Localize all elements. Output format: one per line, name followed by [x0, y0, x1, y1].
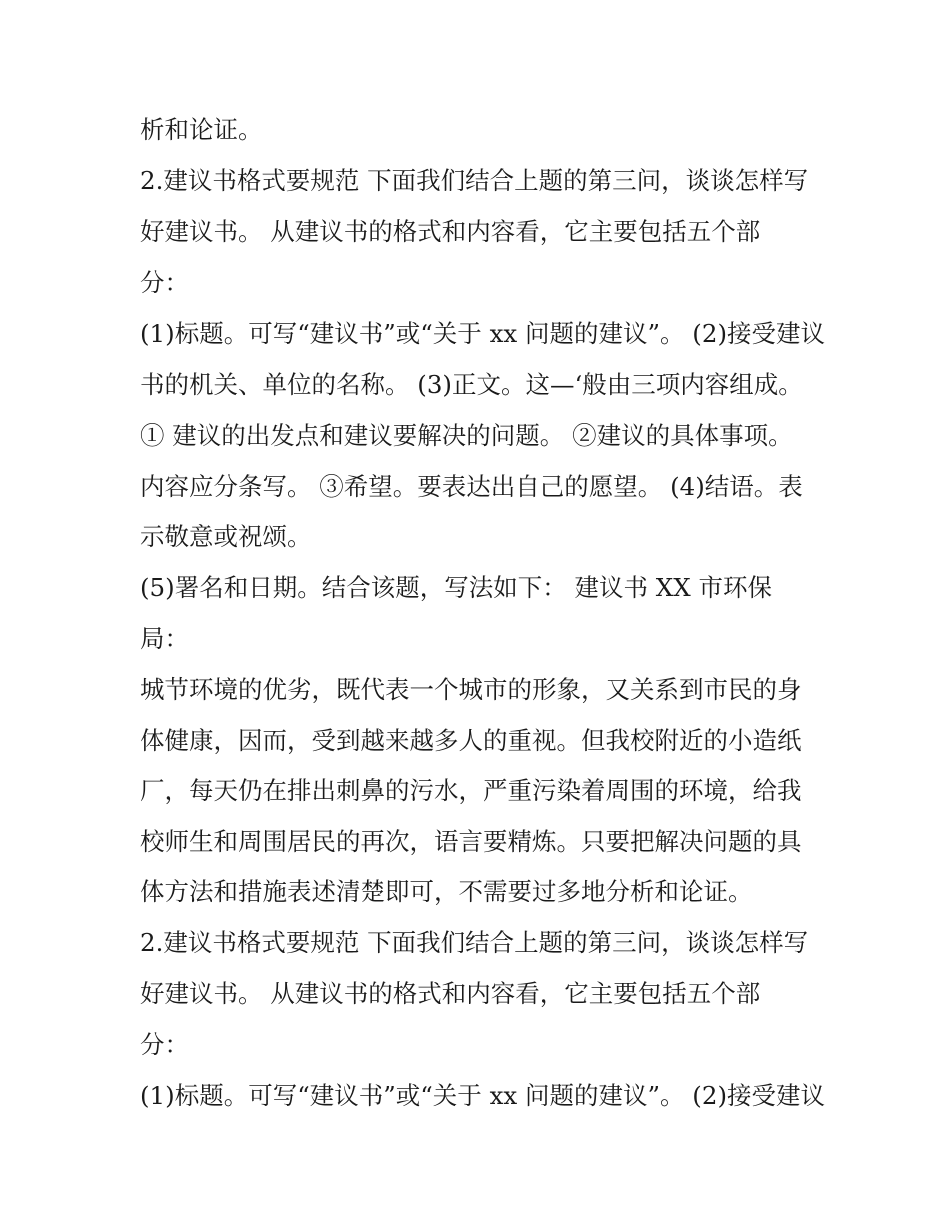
text-line: ① 建议的出发点和建议要解决的问题。 ②建议的具体事项。: [140, 421, 793, 450]
text-line: (1)标题。可写“建议书”或“关于 xx 问题的建议”。 (2)接受建议: [140, 319, 826, 348]
text-line: 2.建议书格式要规范 下面我们结合上题的第三问，谈谈怎样写: [140, 166, 809, 195]
text-line: 析和论证。: [140, 115, 263, 144]
text-line: 城节环境的优劣，既代表一个城市的形象，又关系到市民的身: [140, 675, 802, 704]
text-line: 分：: [140, 1030, 189, 1059]
text-line: 分：: [140, 268, 189, 297]
text-line: 体方法和措施表述清楚即可，不需要过多地分析和论证。: [140, 877, 753, 906]
text-line: 示敬意或祝颂。: [140, 522, 312, 551]
text-line: 校师生和周围居民的再次，语言要精炼。只要把解决问题的具: [140, 827, 802, 856]
text-line: 书的机关、单位的名称。 (3)正文。这—‘般由三项内容组成。: [140, 370, 803, 399]
text-line: 厂，每天仍在排出刺鼻的污水，严重污染着周围的环境，给我: [140, 776, 802, 805]
text-line: 好建议书。 从建议书的格式和内容看，它主要包括五个部: [140, 217, 761, 246]
text-line: 体健康，因而，受到越来越多人的重视。但我校附近的小造纸: [140, 726, 802, 755]
text-line: (5)署名和日期。结合该题，写法如下： 建议书 XX 市环保: [140, 573, 772, 602]
text-line: (1)标题。可写“建议书”或“关于 xx 问题的建议”。 (2)接受建议: [140, 1081, 826, 1110]
text-line: 局：: [140, 624, 189, 653]
text-line: 内容应分条写。 ③希望。要表达出自己的愿望。 (4)结语。表: [140, 472, 803, 501]
text-line: 好建议书。 从建议书的格式和内容看，它主要包括五个部: [140, 979, 761, 1008]
text-line: 2.建议书格式要规范 下面我们结合上题的第三问，谈谈怎样写: [140, 928, 809, 957]
